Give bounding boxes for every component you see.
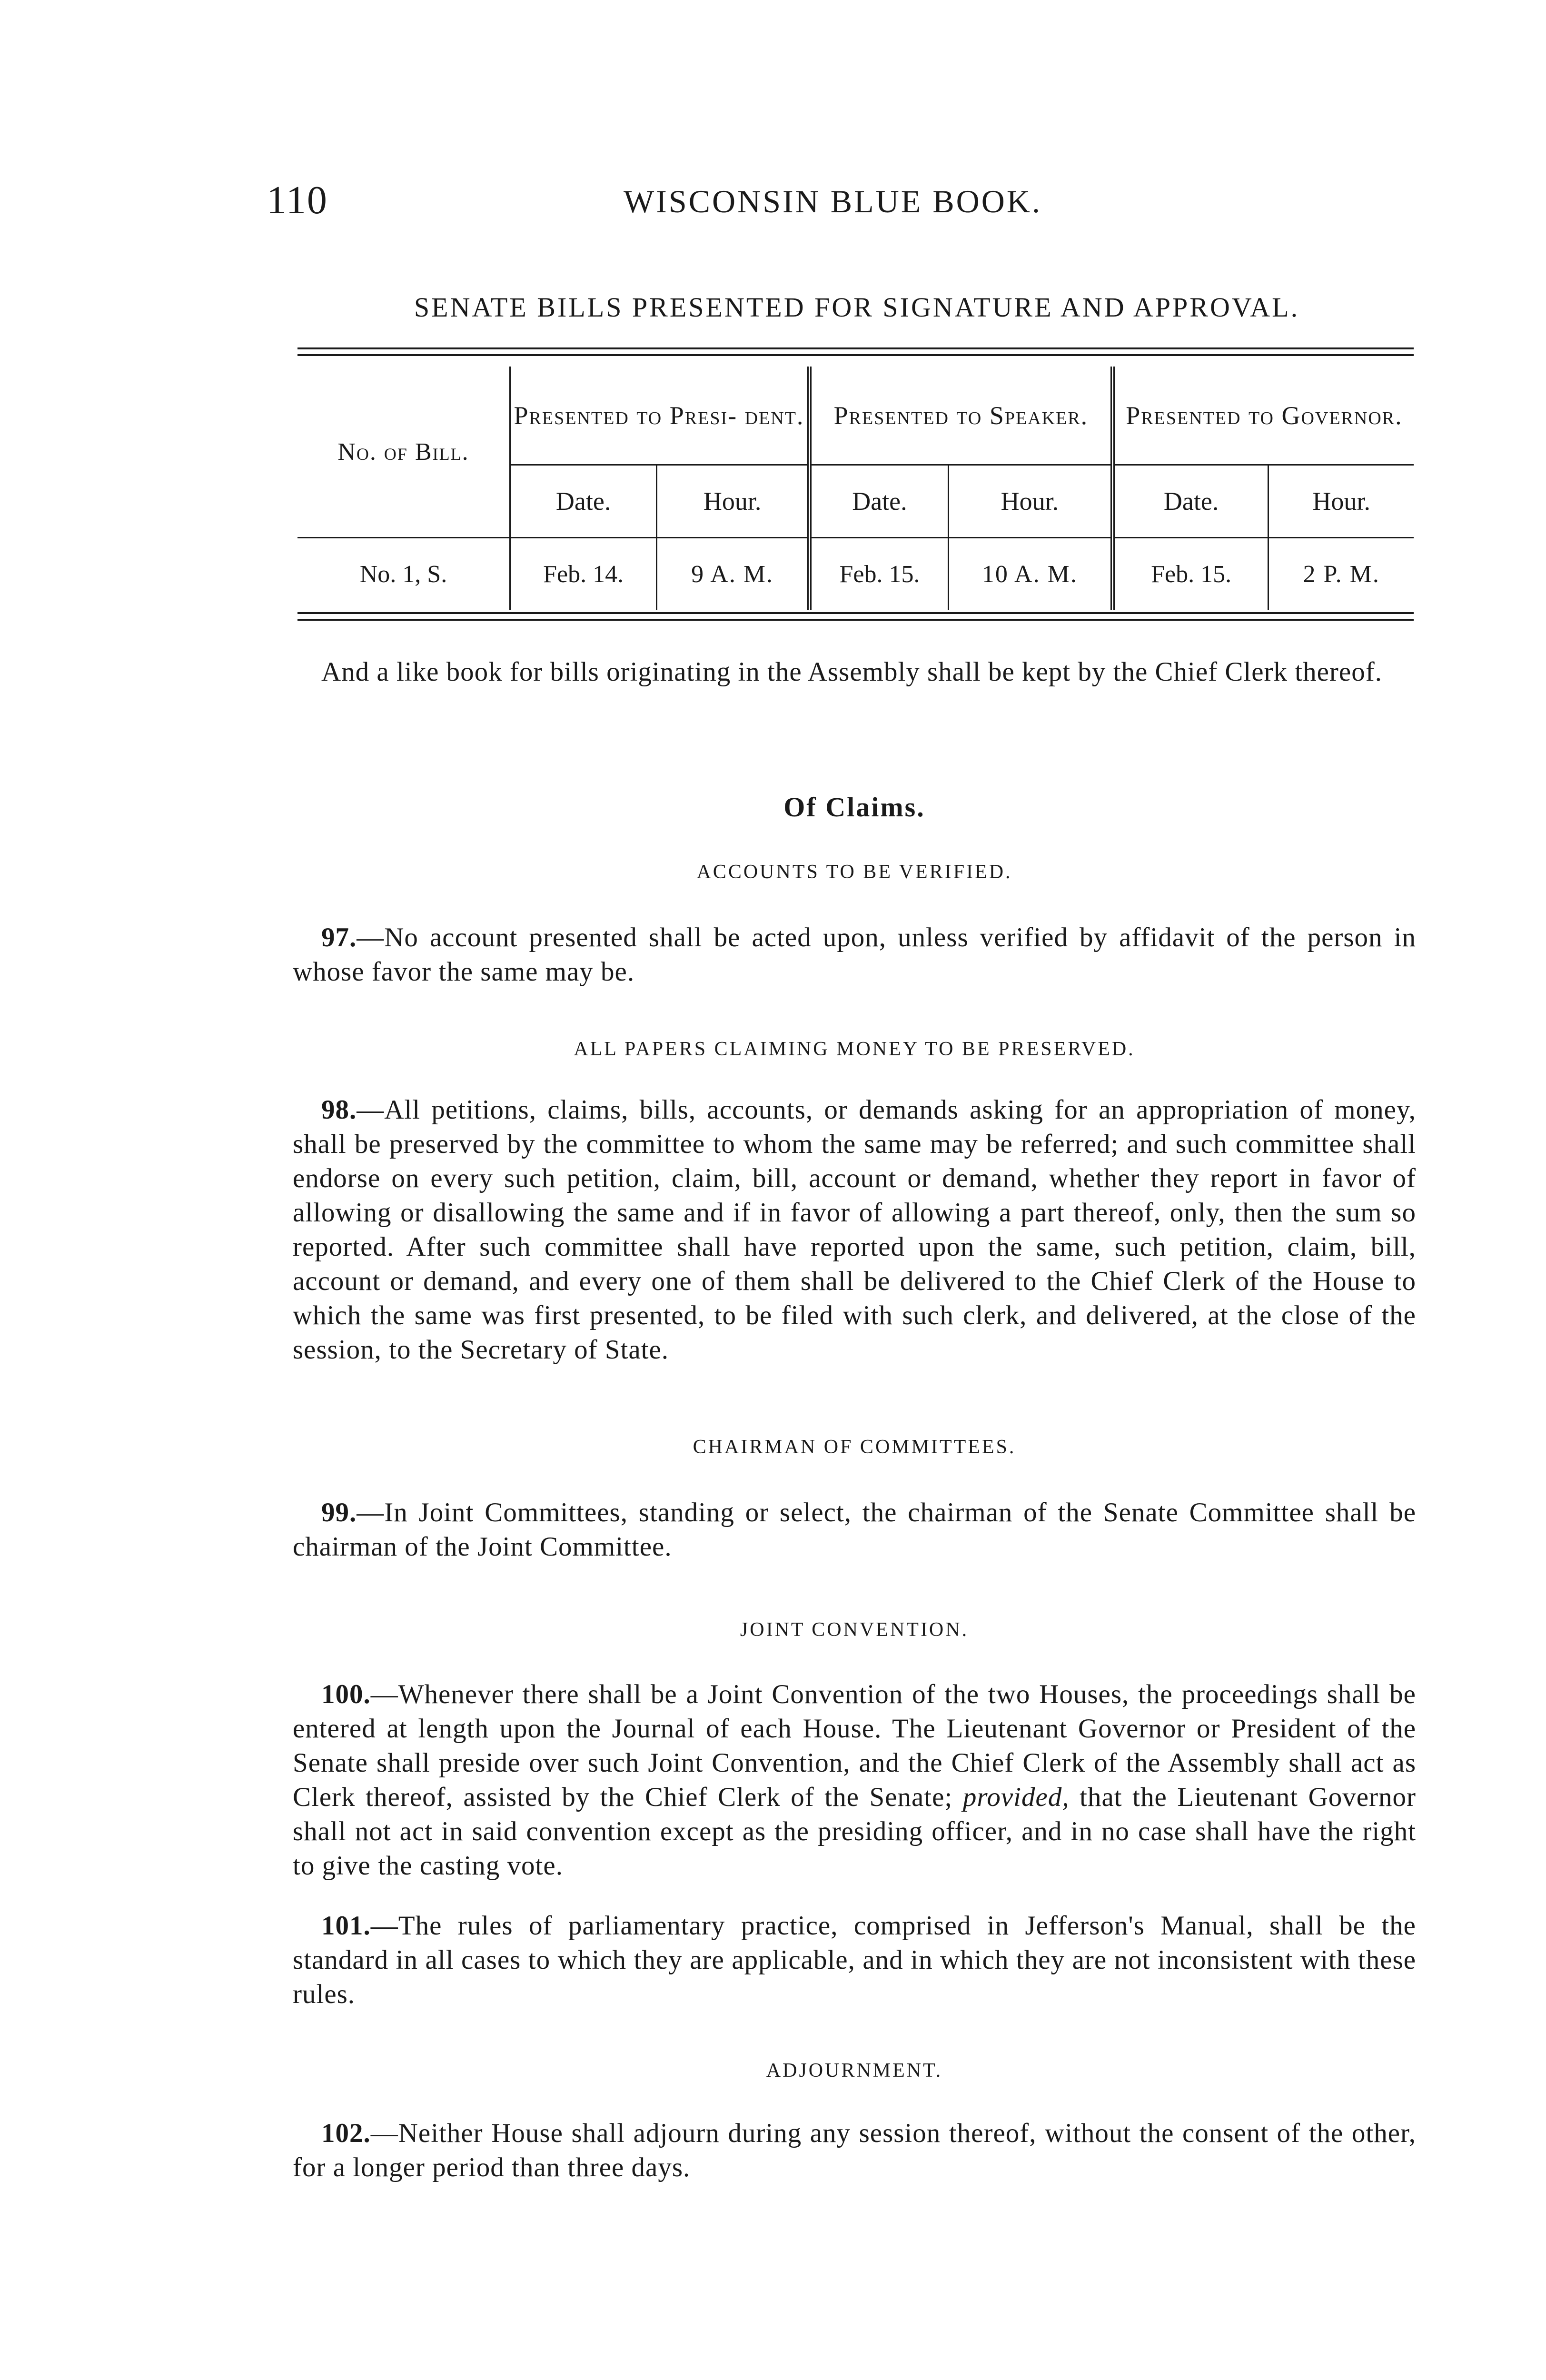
table-title: SENATE BILLS PRESENTED FOR SIGNATURE AND APPROVAL.	[414, 292, 1300, 323]
table-bottom-rule	[297, 612, 1414, 621]
column-header-speaker-date: Date.	[809, 465, 948, 538]
cell-governor-hour: 2 P. M.	[1269, 538, 1414, 610]
rule-text: —Neither House shall adjourn during any session thereof, without the consent of the other, for a longer period than three days.	[293, 2118, 1416, 2182]
intro-paragraph: And a like book for bills originating in the Assembly shall be kept by the Chief Clerk thereof.	[321, 657, 1382, 687]
cell-governor-date: Feb. 15.	[1112, 538, 1269, 610]
cell-president-hour: 9 A. M.	[657, 538, 810, 610]
table-top-rule	[297, 347, 1414, 356]
table-row	[297, 538, 1414, 610]
rule-text: —All petitions, claims, bills, accounts, or demands asking for an appropriation of money, shall be preserved by the committee to whom the same may be referred; and such committee shall endorse on every such petition, claim, bill, account or demand, whether they report in favor of allowing or disallowing the same and if in favor of allowing a part thereof, only, then the sum so reported. After such committee shall have reported upon the same, such petition, claim, bill, account or demand, and every one of them shall be delivered to the Chief Clerk of the House to which the same was first presented, to be filed with such clerk, and delivered, at the close of the session, to the Secretary of State.	[293, 1095, 1416, 1365]
column-header-president-date: Date.	[510, 465, 657, 538]
rule-101-paragraph	[293, 1909, 1416, 2012]
rule-text: —No account presented shall be acted upon, unless verified by affidavit of the person in whose favor the same may be.	[293, 922, 1416, 987]
column-header-speaker-hour: Hour.	[948, 465, 1112, 538]
cell-bill-number: No. 1, S.	[359, 560, 447, 588]
rule-102-paragraph	[293, 2116, 1416, 2185]
rule-number: 102.	[321, 2118, 371, 2148]
rule-number: 97.	[321, 922, 357, 952]
rule-number: 99.	[321, 1497, 357, 1527]
column-header-no-of-bill: No. of Bill.	[297, 367, 510, 538]
section-title: Of Claims.	[783, 792, 925, 823]
column-header-president-hour: Hour.	[657, 465, 810, 538]
column-header-governor-date: Date.	[1112, 465, 1269, 538]
rule-text-italic: provided,	[962, 1782, 1070, 1812]
cell-speaker-hour: 10 A. M.	[948, 538, 1112, 610]
rule-number: 98.	[321, 1095, 357, 1125]
cell-president-date: Feb. 14.	[510, 538, 657, 610]
rule-text: —The rules of parliamentary practice, comprised in Jefferson's Manual, shall be the standard in all cases to which they are applicable, and in which they are not inconsistent with these rules.	[293, 1911, 1416, 2009]
rule-heading-papers-preserved: ALL PAPERS CLAIMING MONEY TO BE PRESERVED.	[574, 1038, 1135, 1060]
rule-text: —In Joint Committees, standing or select, the chairman of the Senate Committee shall be chairman of the Joint Committee.	[293, 1497, 1416, 1562]
senate-bills-table	[297, 367, 1414, 610]
rule-99-paragraph	[293, 1496, 1416, 1564]
rule-heading-accounts-verified: ACCOUNTS TO BE VERIFIED.	[696, 861, 1012, 883]
rule-number: 101.	[321, 1911, 371, 1941]
table-group-header-row	[297, 367, 1414, 465]
column-group-president: Presented to Presi- dent.	[510, 367, 810, 465]
rule-text: —Whenever there shall be a Joint Convention of the two Houses, the proceedings shall be entered at length upon the Journal of each House. The Lieutenant Governor or President of the Senate shall preside over such Joint Convention, and the Chief Clerk of the Assembly shall act as Clerk thereof, assisted by the Chief Clerk of the Senate;	[293, 1679, 1416, 1812]
rule-98-paragraph	[293, 1093, 1416, 1367]
rule-number: 100.	[321, 1679, 371, 1709]
rule-heading-joint-convention: JOINT CONVENTION.	[740, 1619, 969, 1641]
cell-speaker-date: Feb. 15.	[809, 538, 948, 610]
rule-heading-adjournment: ADJOURNMENT.	[766, 2060, 943, 2082]
column-header-governor-hour: Hour.	[1269, 465, 1414, 538]
rule-heading-chairman-committees: CHAIRMAN OF COMMITTEES.	[693, 1436, 1016, 1458]
rule-97-paragraph	[293, 921, 1416, 989]
rule-100-paragraph	[293, 1677, 1416, 1883]
column-group-governor: Presented to Governor.	[1112, 367, 1414, 465]
column-group-speaker: Presented to Speaker.	[809, 367, 1112, 465]
running-head: WISCONSIN BLUE BOOK.	[624, 183, 1042, 219]
page-number: 110	[267, 178, 328, 222]
rule-text: that the Lieutenant Governor shall not act in said convention except as the presiding officer, and in no case shall have the right to give the casting vote.	[293, 1782, 1416, 1881]
